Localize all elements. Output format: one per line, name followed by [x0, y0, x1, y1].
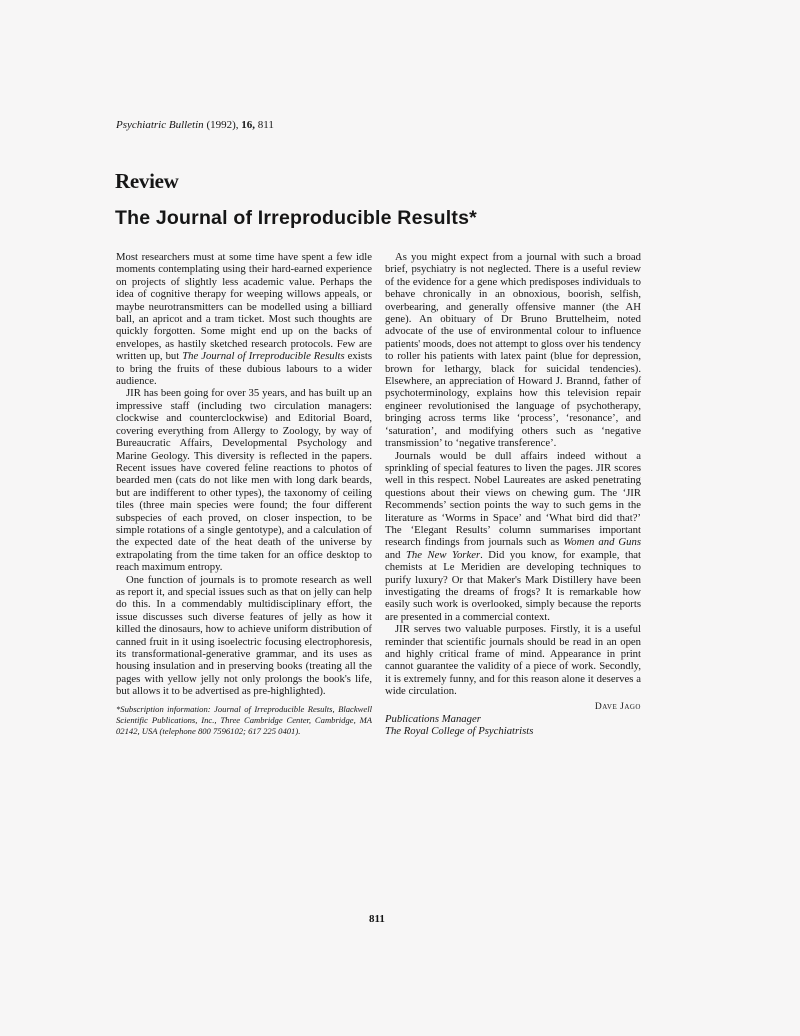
journal-year: (1992), [206, 119, 239, 131]
journal-page: 811 [257, 119, 274, 131]
section-title: Review [115, 169, 179, 193]
journal-title-italic: The New Yorker [405, 548, 481, 561]
paragraph [385, 450, 641, 624]
right-column [385, 251, 641, 738]
paragraph-text: Journals would be dull affairs indeed without a sprinkling of special features to liven the pages. JIR scores well in this respect. Nobel Laureates are asked penetrating questions about their views on chewing gum. The ‘JIR Recommends’ section points the way to such gems in the literature as ‘Worms in Space’ and ‘What bird did that?’ The ‘Elegant Results’ column summarises important research findings from journals such as [385, 449, 641, 549]
paragraph-text: exists to bring the fruits of these dubious labours to a wider audience. [116, 350, 372, 388]
paragraph-text: and [385, 548, 406, 561]
paragraph: As you might expect from a journal with such a broad brief, psychiatry is not neglected. There is a useful review of the evidence for a gene which predisposes individuals to behave chronically in an obnoxious, boorish, selfish, overbearing, and generally offensive manner (the AH gene). An obituary of Dr Bruno Bruttelheim, noted advocate of the use of environmental colour to influence patients' moods, does not attempt to gloss over his tendency to roller his patients with latex paint (blue for depression, brown for lethargy, black for suicidal tendencies). Elsewhere, an appreciation of Howard J. Brannd, father of psychoterminology, explains how this television repair engineer revolutionised the language of psychotherapy, bringing across terms like ‘process’, ‘resonance’, and ‘saturation’, and modifying others such as ‘negative transmission’ to ‘negative transference’. [385, 251, 642, 450]
paragraph: JIR has been going for over 35 years, and has built up an impressive staff (including two circulation managers: clockwise and counterclockwise) and Editorial Board, covering everything from Allergy to Zoology, by way of Bureaucratic Affairs, Developmental Psychology and Marine Geology. This diversity is reflected in the papers. Recent issues have covered feline reactions to photos of bearded men (cats do not like men with long dark beards, but are indifferent to other types), the taxonomy of ceiling tiles (three main species were found; the four different subspecies of each proved, on closer inspection, to be simple rotations of a single gentotype), and a calculation of the expected date of the heat death of the universe by extrapolating from the time taken for an office desktop to reach maximum entropy. [116, 387, 372, 574]
journal-title-italic: Women and Guns [563, 536, 641, 549]
journal-title-italic: The Journal of Irreproducible Results [182, 350, 345, 363]
paragraph-text: Most researchers must at some time have spent a few idle moments contemplating using their hard-earned experience on projects of slightly less academic value. Perhaps the idea of cognitive therapy for weeping willows appeals, or maybe neurotransmitters can be modelled using a billiard ball, an apricot and a tram ticket. Most such thoughts are quickly forgotten. Some might end up on the backs of envelopes, as hastily sketched research protocols. Few are written up, but [116, 251, 372, 363]
author-organisation: The Royal College of Psychiatrists [385, 725, 534, 738]
paragraph-text: . Did you know, for example, that chemists at Le Meridien are developing techniques to purify luxury? Or that Maker's Mark Distillery have been investigating the dreams of frogs? It is remarkable how easily such work is overlooked, simply because the reports are presented in a commercial context. [385, 548, 641, 623]
journal-volume: 16, [241, 119, 256, 131]
article-title: The Journal of Irreproducible Results* [115, 207, 477, 229]
paragraph: JIR serves two valuable purposes. Firstly, it is a useful reminder that scientific journals should be read in an open and highly critical frame of mind. Appearance in print cannot guarantee the validity of a piece of work. Secondly, it is extremely funny, and for this reason alone it deserves a wide circulation. [385, 623, 641, 698]
paragraph: One function of journals is to promote research as well as report it, and special issues such as that on jelly can help do this. In a commendably multidisciplinary effort, the issue discusses such diverse features of jelly as how it killed the dinosaurs, how to achieve uniform distribution of canned fruit in it using isoelectric focusing electrophoresis, its transformational-generative grammar, and its uses as housing insulation and in preserving books (treating all the pages with yellow jelly not only prolongs the book's life, but allows it to be advertised as pre-highlighted). [116, 573, 372, 698]
page-number: 811 [369, 913, 385, 925]
author-role: Publications Manager [385, 713, 481, 726]
running-head [116, 118, 274, 132]
journal-name: Psychiatric Bulletin [116, 119, 204, 131]
subscription-footnote: *Subscription information: Journal of Irreproducible Results, Blackwell Scientific Publications, Inc., Three Cambridge Center, Cambridge, MA 02142, USA (telephone 800 7596102; 617 225 0401). [116, 703, 372, 736]
paragraph [116, 251, 372, 387]
left-column [116, 251, 372, 737]
author-name: Dave Jago [594, 701, 641, 712]
